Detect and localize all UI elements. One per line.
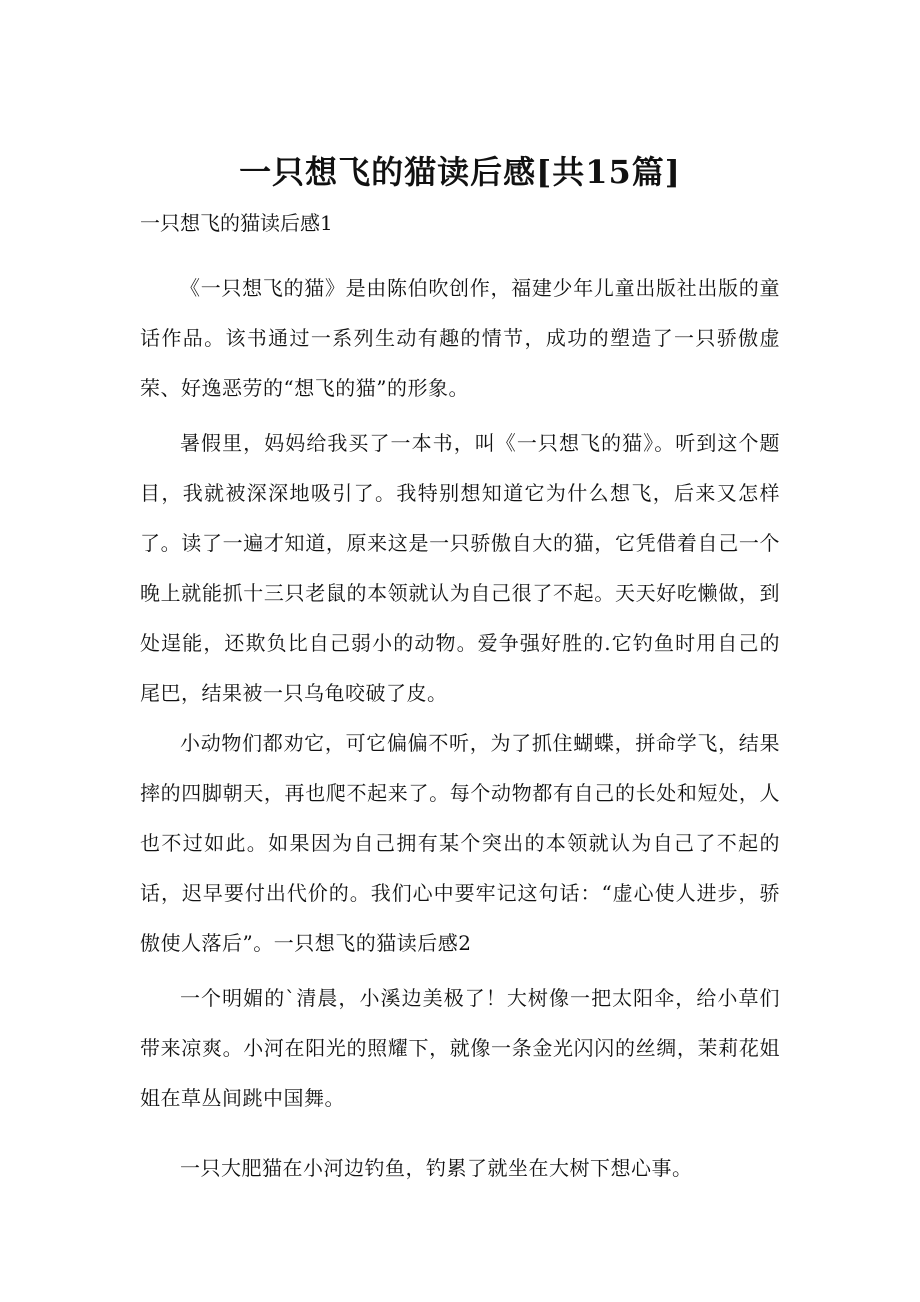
paragraph: 暑假里，妈妈给我买了一本书，叫《一只想飞的猫》。听到这个题目，我就被深深地吸引了。我特别想知道它为什么想飞，后来又怎样了。读了一遍才知道，原来这是一只骄傲自大的猫，它凭借着自己一个晚上就能抓十三只老鼠的本领就认为自己很了不起。天天好吃懒做，到处逞能，还欺负比自己弱小的动物。爱争强好胜的.它钓鱼时用自己的尾巴，结果被一只乌龟咬破了皮。: [140, 431, 780, 705]
document-title: 一只想飞的猫读后感[共15篇]: [239, 153, 681, 191]
paragraph: 一个明媚的`清晨，小溪边美极了！大树像一把太阳伞，给小草们带来凉爽。小河在阳光的照耀下，就像一条金光闪闪的丝绸，茉莉花姐姐在草丛间跳中国舞。: [140, 986, 780, 1110]
paragraph: 《一只想飞的猫》是由陈伯吹创作，福建少年儿童出版社出版的童话作品。该书通过一系列生动有趣的情节，成功的塑造了一只骄傲虚荣、好逸恶劳的“想飞的猫”的形象。: [140, 276, 780, 400]
section-heading: 一只想飞的猫读后感1: [140, 211, 333, 235]
paragraph: 一只大肥猫在小河边钓鱼，钓累了就坐在大树下想心事。: [180, 1156, 693, 1180]
paragraph: 小动物们都劝它，可它偏偏不听，为了抓住蝴蝶，拼命学飞，结果摔的四脚朝天，再也爬不起来了。每个动物都有自己的长处和短处，人也不过如此。如果因为自己拥有某个突出的本领就认为自己了不起的话，迟早要付出代价的。我们心中要牢记这句话：“虚心使人进步，骄傲使人落后”。一只想飞的猫读后感2: [140, 731, 780, 955]
